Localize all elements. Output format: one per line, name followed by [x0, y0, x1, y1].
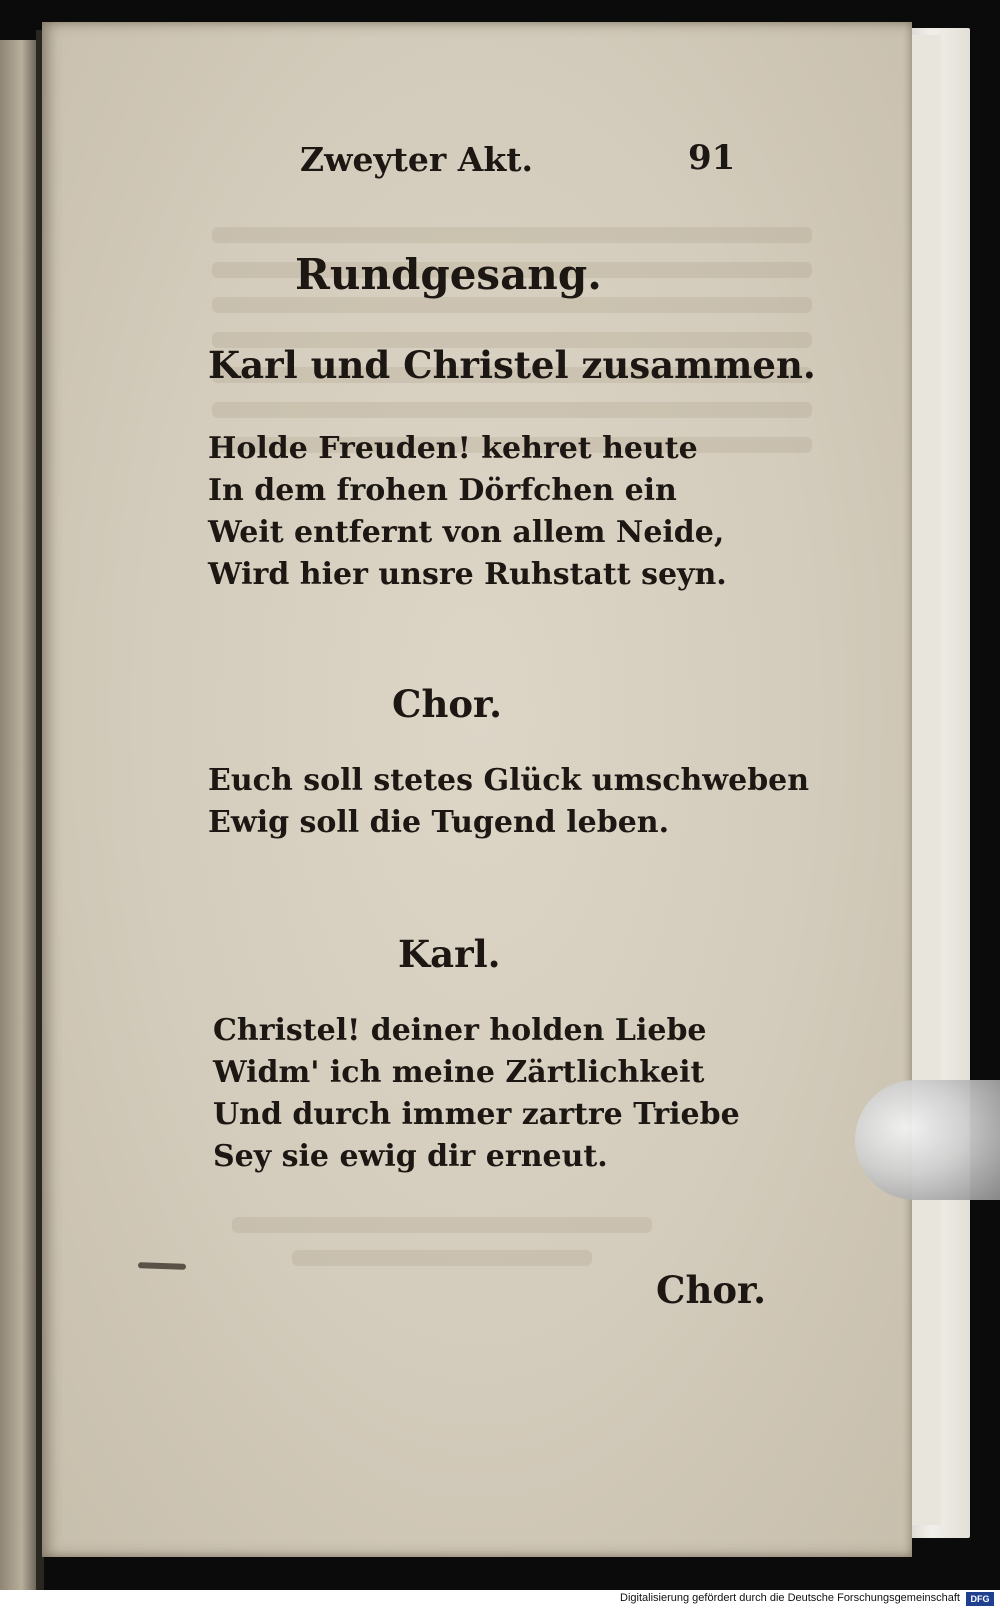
- verse-block: [208, 428, 727, 596]
- catchword: Chor.: [656, 1268, 767, 1312]
- verse-block: [213, 1010, 740, 1178]
- verse-line: Und durch immer zartre Triebe: [213, 1097, 740, 1132]
- show-through-text: [212, 227, 812, 243]
- verse-line: Sey sie ewig dir erneut.: [213, 1139, 608, 1174]
- speaker-heading: Chor.: [392, 682, 503, 726]
- page-number: 91: [688, 138, 736, 178]
- verse-line: Christel! deiner holden Liebe: [213, 1013, 707, 1048]
- section-title: Rundgesang.: [295, 250, 602, 299]
- previous-page-edge: [0, 40, 36, 1590]
- verse-line: Widm' ich meine Zärtlichkeit: [213, 1055, 705, 1090]
- speaker-heading: Karl.: [398, 932, 501, 976]
- verse-line: Holde Freuden! kehret heute: [208, 431, 698, 466]
- verse-line: Weit entfernt von allem Neide,: [208, 515, 725, 550]
- verse-line: Euch soll stetes Glück umschweben: [208, 763, 810, 798]
- show-through-text: [232, 1217, 652, 1233]
- verse-line: In dem frohen Dörfchen ein: [208, 473, 677, 508]
- verse-line: Ewig soll die Tugend leben.: [208, 805, 670, 840]
- speaker-heading: Karl und Christel zusammen.: [208, 343, 816, 387]
- verse-block: [208, 760, 809, 844]
- running-head: Zweyter Akt.: [300, 140, 533, 179]
- show-through-text: [212, 297, 812, 313]
- verse-line: Wird hier unsre Ruhstatt seyn.: [208, 557, 727, 592]
- show-through-text: [212, 402, 812, 418]
- dfg-logo: DFG: [966, 1592, 994, 1606]
- thumb-holding-page: [855, 1080, 1000, 1200]
- show-through-text: [292, 1250, 592, 1266]
- funding-credit: Digitalisierung gefördert durch die Deutsche Forschungsgemeinschaft: [620, 1592, 960, 1604]
- footer-bar: [0, 1590, 1000, 1609]
